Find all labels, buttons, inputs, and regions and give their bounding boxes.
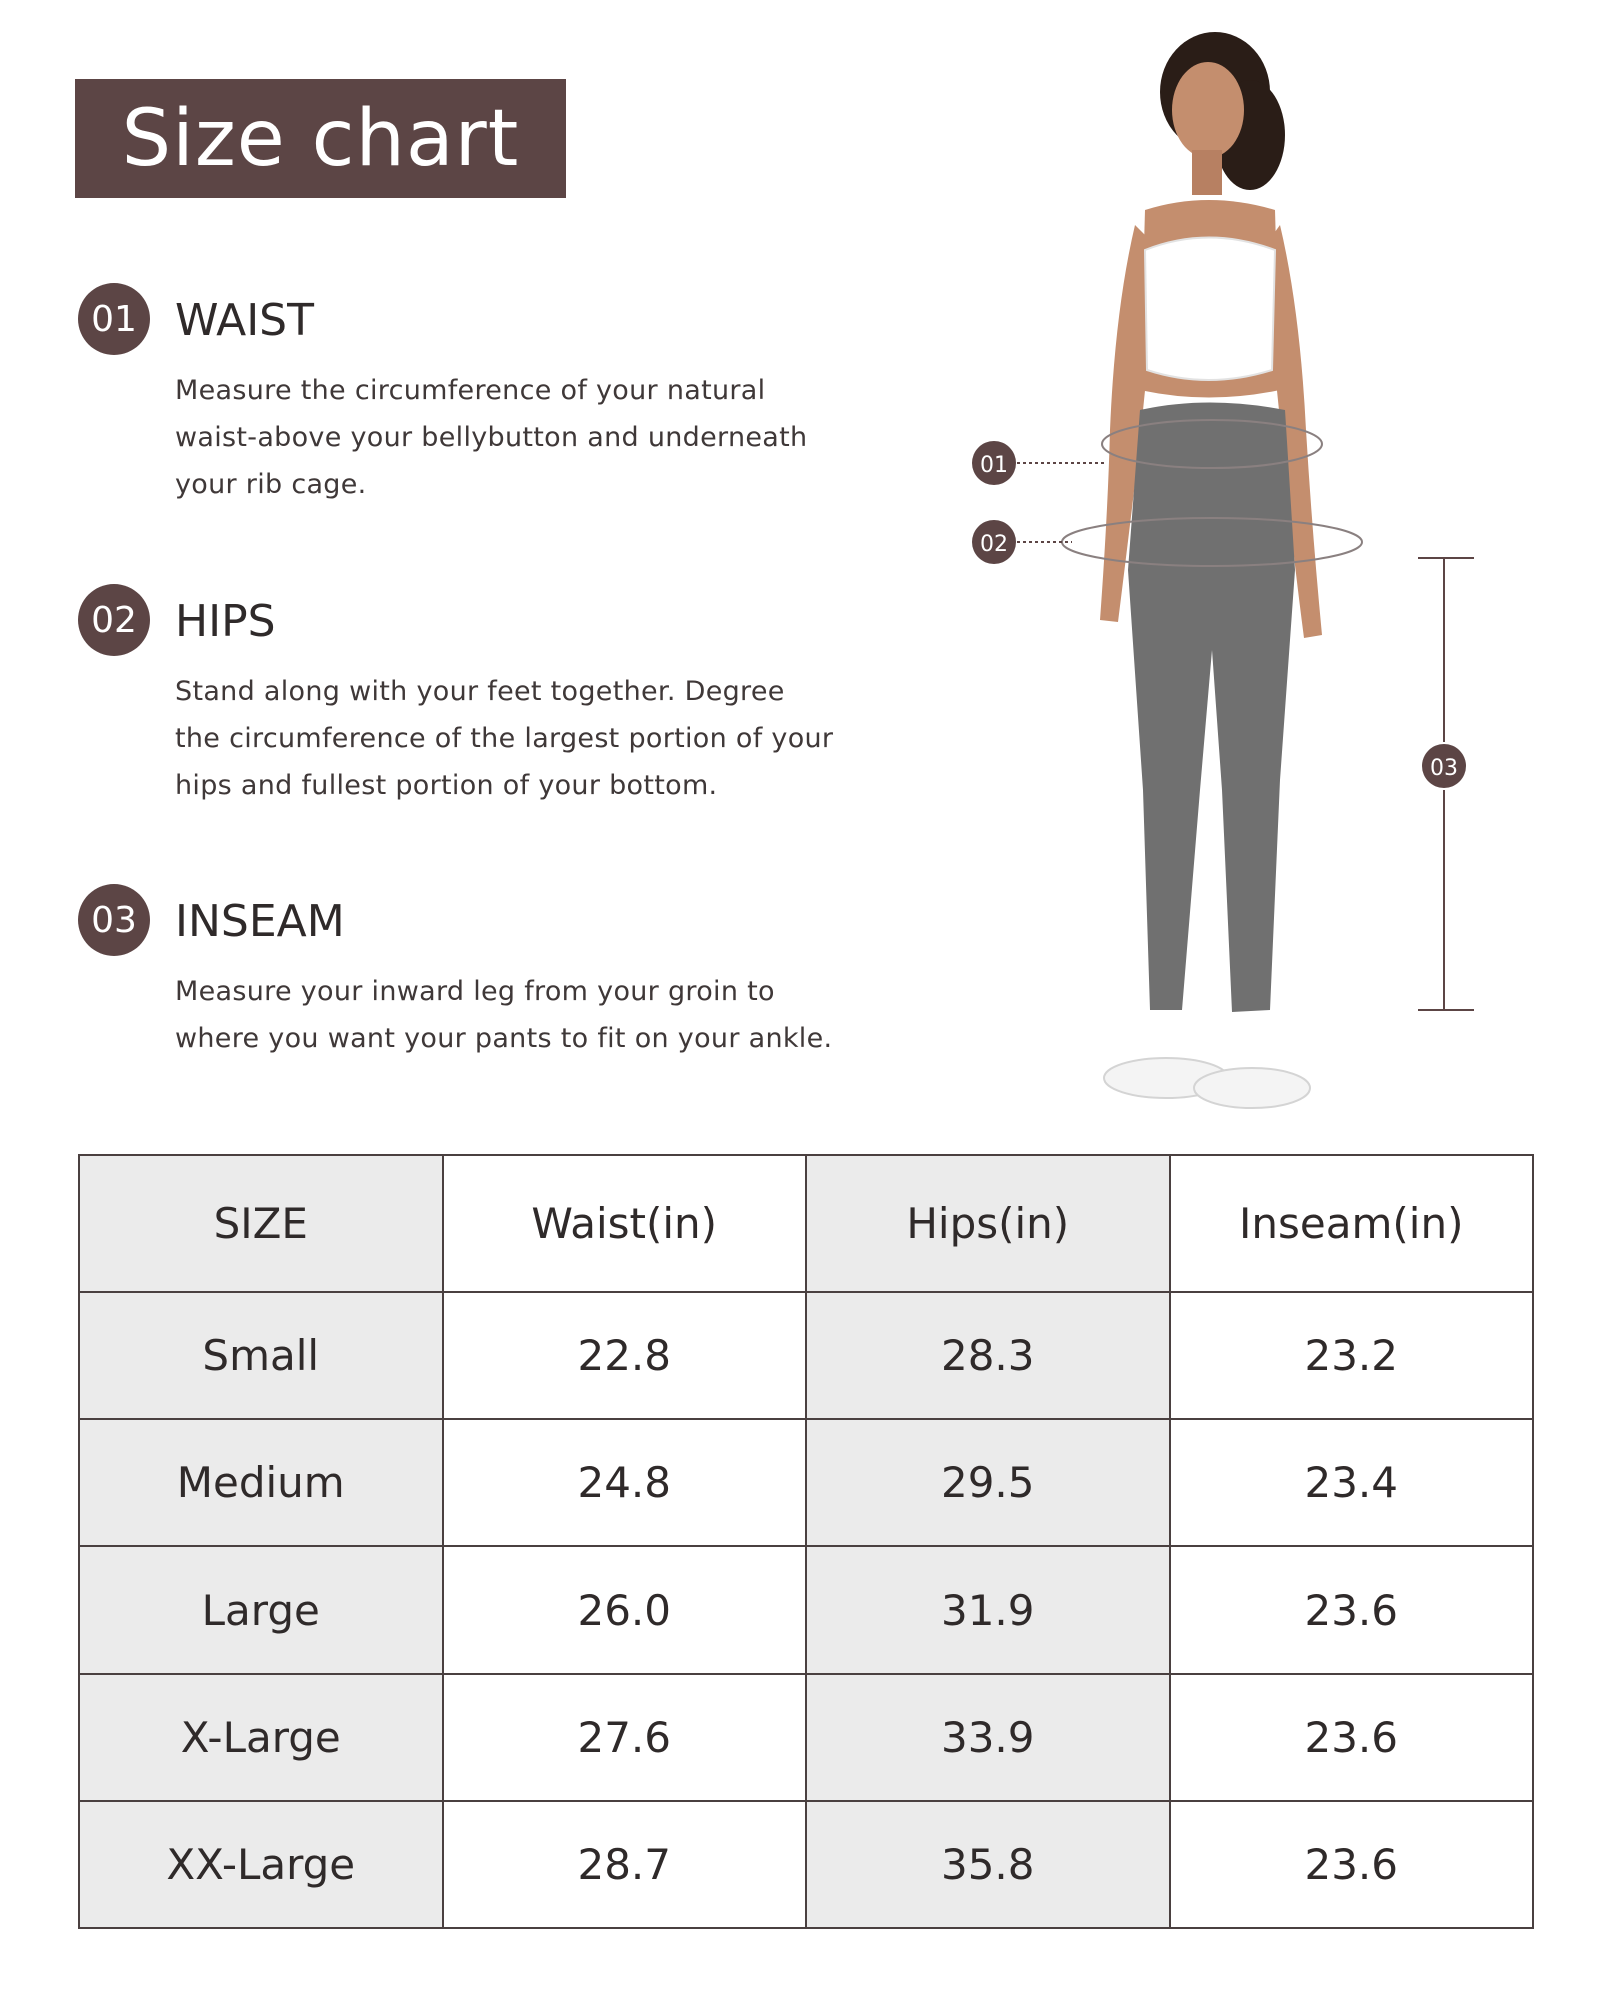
step-badge-01: 01 <box>78 283 150 355</box>
size-cell: Large <box>79 1546 443 1673</box>
table-row <box>79 1674 1533 1801</box>
table-row <box>79 1419 1533 1546</box>
header-inseam: Inseam(in) <box>1170 1155 1534 1292</box>
description-line: Measure the circumference of your natural <box>175 375 766 406</box>
step-badge-03: 03 <box>78 884 150 956</box>
hips-cell: 35.8 <box>806 1801 1170 1928</box>
size-cell: XX-Large <box>79 1801 443 1928</box>
waist-cell: 26.0 <box>443 1546 807 1673</box>
header-waist: Waist(in) <box>443 1155 807 1292</box>
waist-cell: 27.6 <box>443 1674 807 1801</box>
size-cell: X-Large <box>79 1674 443 1801</box>
table-row <box>79 1801 1533 1928</box>
description-line: Stand along with your feet together. Degree <box>175 676 785 707</box>
size-cell: Small <box>79 1292 443 1419</box>
size-table <box>78 1154 1534 1929</box>
inseam-cell: 23.2 <box>1170 1292 1534 1419</box>
hips-cell: 29.5 <box>806 1419 1170 1546</box>
waist-cell: 22.8 <box>443 1292 807 1419</box>
inseam-cell: 23.6 <box>1170 1801 1534 1928</box>
waist-description <box>175 367 855 508</box>
table-header-row <box>79 1155 1533 1292</box>
table-row <box>79 1292 1533 1419</box>
size-cell: Medium <box>79 1419 443 1546</box>
waist-cell: 24.8 <box>443 1419 807 1546</box>
header-hips: Hips(in) <box>806 1155 1170 1292</box>
leggings-shape <box>1128 403 1295 1013</box>
right-shoe <box>1194 1068 1310 1108</box>
hips-cell: 31.9 <box>806 1546 1170 1673</box>
description-line: waist-above your bellybutton and underneath <box>175 422 808 453</box>
description-line: your rib cage. <box>175 469 367 500</box>
inseam-heading: INSEAM <box>175 896 345 947</box>
table-row <box>79 1546 1533 1673</box>
inseam-description <box>175 968 855 1062</box>
waist-heading: WAIST <box>175 295 314 346</box>
hips-cell: 33.9 <box>806 1674 1170 1801</box>
hips-heading: HIPS <box>175 596 276 647</box>
inseam-cell: 23.6 <box>1170 1546 1534 1673</box>
inseam-cell: 23.4 <box>1170 1419 1534 1546</box>
model-figure-illustration <box>950 10 1510 1140</box>
inseam-cell: 23.6 <box>1170 1674 1534 1801</box>
hips-description <box>175 668 855 809</box>
sports-bra <box>1145 238 1275 381</box>
page-title: Size chart <box>75 79 566 198</box>
description-line: where you want your pants to fit on your ankle. <box>175 1023 833 1054</box>
hips-cell: 28.3 <box>806 1292 1170 1419</box>
waist-cell: 28.7 <box>443 1801 807 1928</box>
head-shape <box>1172 62 1244 158</box>
step-badge-02: 02 <box>78 584 150 656</box>
neck-shape <box>1192 150 1222 195</box>
marker-03-label: 03 <box>1430 756 1458 781</box>
description-line: Measure your inward leg from your groin to <box>175 976 775 1007</box>
description-line: hips and fullest portion of your bottom. <box>175 770 718 801</box>
header-size: SIZE <box>79 1155 443 1292</box>
marker-02-label: 02 <box>980 532 1008 557</box>
marker-01-label: 01 <box>980 453 1008 478</box>
description-line: the circumference of the largest portion of your <box>175 723 834 754</box>
